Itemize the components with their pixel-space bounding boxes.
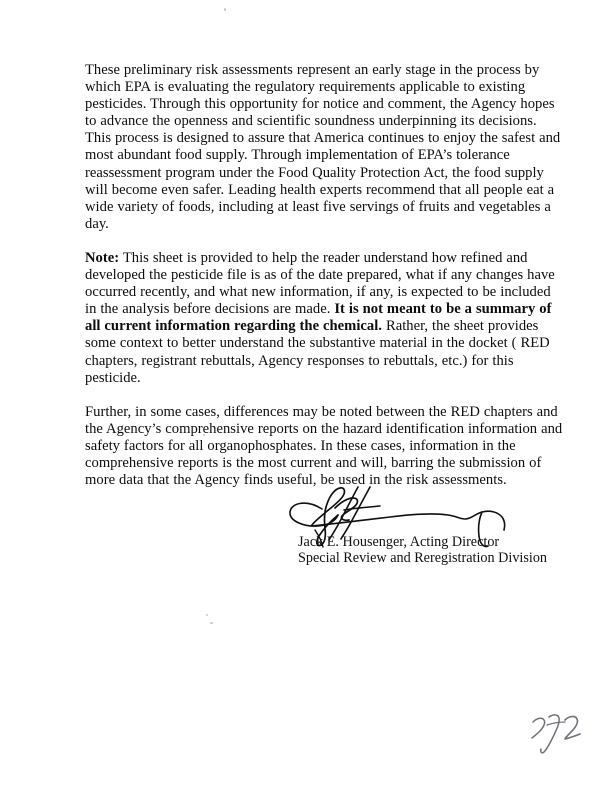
handwritten-page-number-icon <box>527 708 597 756</box>
paragraph-run: These preliminary risk assessments represent an early stage in the process by which EPA is evaluating the regulatory requirements applicable to existing pesticides. Through this opportunity for notice and comment, the Agency hopes to advance the openness and scientific soundness underpinning its decisions. This process is designed to assure that America continues to enjoy the safest and most abundant food supply. Through implementation of EPA’s tolerance reassessment program under the Food Quality Protection Act, the food supply will become even safer. Leading health experts recommend that all people eat a wide variety of foods, including at least five servings of fruits and vegetables a day. <box>85 62 561 232</box>
signature-block <box>298 534 598 567</box>
paragraph-note <box>85 250 563 387</box>
emphasis-not-a-summary: It is not meant to be a summary of all current information regarding the chemical. <box>85 301 552 335</box>
paragraph-further <box>85 404 563 489</box>
scan-speck <box>210 622 213 624</box>
note-label: Note: <box>85 249 120 266</box>
paragraph-run: Rather, the sheet provides some context to better understand the substantive material in the docket ( RED chapters, registrant rebuttals, Agency responses to rebuttals, etc.) for this pesticide. <box>85 318 550 386</box>
paragraph-risk-assessment-intro <box>85 62 563 233</box>
scan-speck <box>206 614 208 616</box>
signatory-division: Special Review and Reregistration Division <box>298 550 548 567</box>
signatory-name: Jack E. Housenger, Acting Director <box>298 534 500 550</box>
paragraph-run: This sheet is provided to help the reader understand how refined and developed the pesticide file is as of the date prepared, what if any changes have occurred recently, and what new information, if any, is expected to be included in the analysis before decisions are made. <box>85 249 555 318</box>
document-text-body <box>85 62 563 506</box>
paragraph-run: Further, in some cases, differences may be noted between the RED chapters and the Agency’s comprehensive reports on the hazard identification information and safety factors for all organophosphates. In these cases, information in the comprehensive reports is the most current and will, barring the submission of more data that the Agency finds useful, be used in the risk assessments. <box>85 403 563 489</box>
scan-speck <box>224 8 226 11</box>
